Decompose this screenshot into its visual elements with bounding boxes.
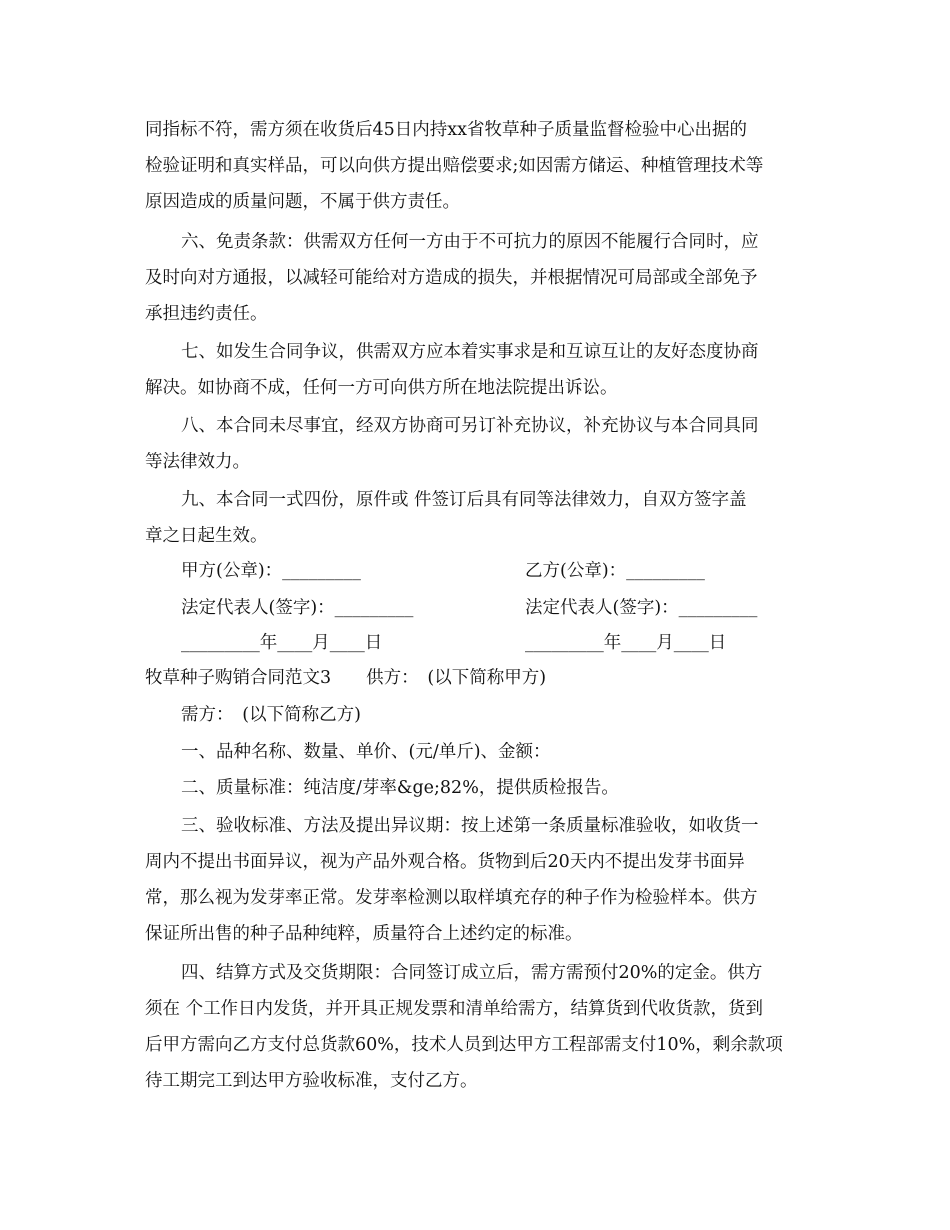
party-a-seal: 甲方(公章)：_________ — [181, 561, 361, 581]
paragraph-line: 常，那么视为发芽率正常。发芽率检测以取样填充存的种子作为检验样本。供方 — [145, 888, 758, 908]
paragraph-line: 等法律效力。 — [145, 452, 250, 472]
paragraph-line: 章之日起生效。 — [145, 526, 268, 546]
paragraph-line: 检验证明和真实样品，可以向供方提出赔偿要求;如因需方储运、种植管理技术等 — [145, 156, 764, 176]
paragraph-line: 同指标不符，需方须在收货后45日内持xx省牧草种子质量监督检验中心出据的 — [145, 120, 748, 140]
paragraph-line: 承担违约责任。 — [145, 304, 268, 324]
paragraph-line: 保证所出售的种子品种纯粹，质量符合上述约定的标准。 — [145, 924, 583, 944]
paragraph-line: 三、验收标准、方法及提出异议期：按上述第一条质量标准验收，如收货一 — [181, 816, 759, 836]
paragraph-line: 需方： (以下简称乙方) — [181, 705, 361, 725]
paragraph-line: 及时向对方通报，以减轻可能给对方造成的损失，并根据情况可局部或全部免予 — [145, 268, 758, 288]
paragraph-line: 八、本合同未尽事宜，经双方协商可另订补充协议，补充协议与本合同具同 — [181, 416, 759, 436]
party-a-representative: 法定代表人(签字)：_________ — [181, 598, 414, 618]
paragraph-line: 四、结算方式及交货期限：合同签订成立后，需方需预付20%的定金。供方 — [181, 963, 763, 983]
paragraph-line: 六、免责条款：供需双方任何一方由于不可抗力的原因不能履行合同时，应 — [181, 232, 759, 252]
party-a-date: _________年____月____日 — [181, 633, 383, 653]
paragraph-line: 七、如发生合同争议，供需双方应本着实事求是和互谅互让的友好态度协商 — [181, 342, 759, 362]
paragraph-line: 二、质量标准：纯洁度/芽率&ge;82%，提供质检报告。 — [181, 778, 619, 798]
paragraph-line: 原因造成的质量问题，不属于供方责任。 — [145, 192, 460, 212]
paragraph-line: 九、本合同一式四份，原件或 件签订后具有同等法律效力，自双方签字盖 — [181, 490, 747, 510]
party-b-representative: 法定代表人(签字)：_________ — [525, 598, 758, 618]
paragraph-line: 后甲方需向乙方支付总货款60%，技术人员到达甲方工程部需支付10%，剩余款项 — [145, 1035, 783, 1055]
paragraph-line: 一、品种名称、数量、单价、(元/单斤)、金额： — [181, 742, 551, 762]
section-heading: 牧草种子购销合同范文3 供方： (以下简称甲方) — [145, 668, 547, 688]
paragraph-line: 解决。如协商不成，任何一方可向供方所在地法院提出诉讼。 — [145, 378, 618, 398]
party-b-seal: 乙方(公章)：_________ — [525, 561, 705, 581]
party-b-date: _________年____月____日 — [525, 633, 727, 653]
paragraph-line: 待工期完工到达甲方验收标准，支付乙方。 — [145, 1071, 478, 1091]
paragraph-line: 须在 个工作日内发货，并开具正规发票和清单给需方，结算货到代收货款，货到 — [145, 999, 764, 1019]
paragraph-line: 周内不提出书面异议，视为产品外观合格。货物到后20天内不提出发芽书面异 — [145, 852, 745, 872]
